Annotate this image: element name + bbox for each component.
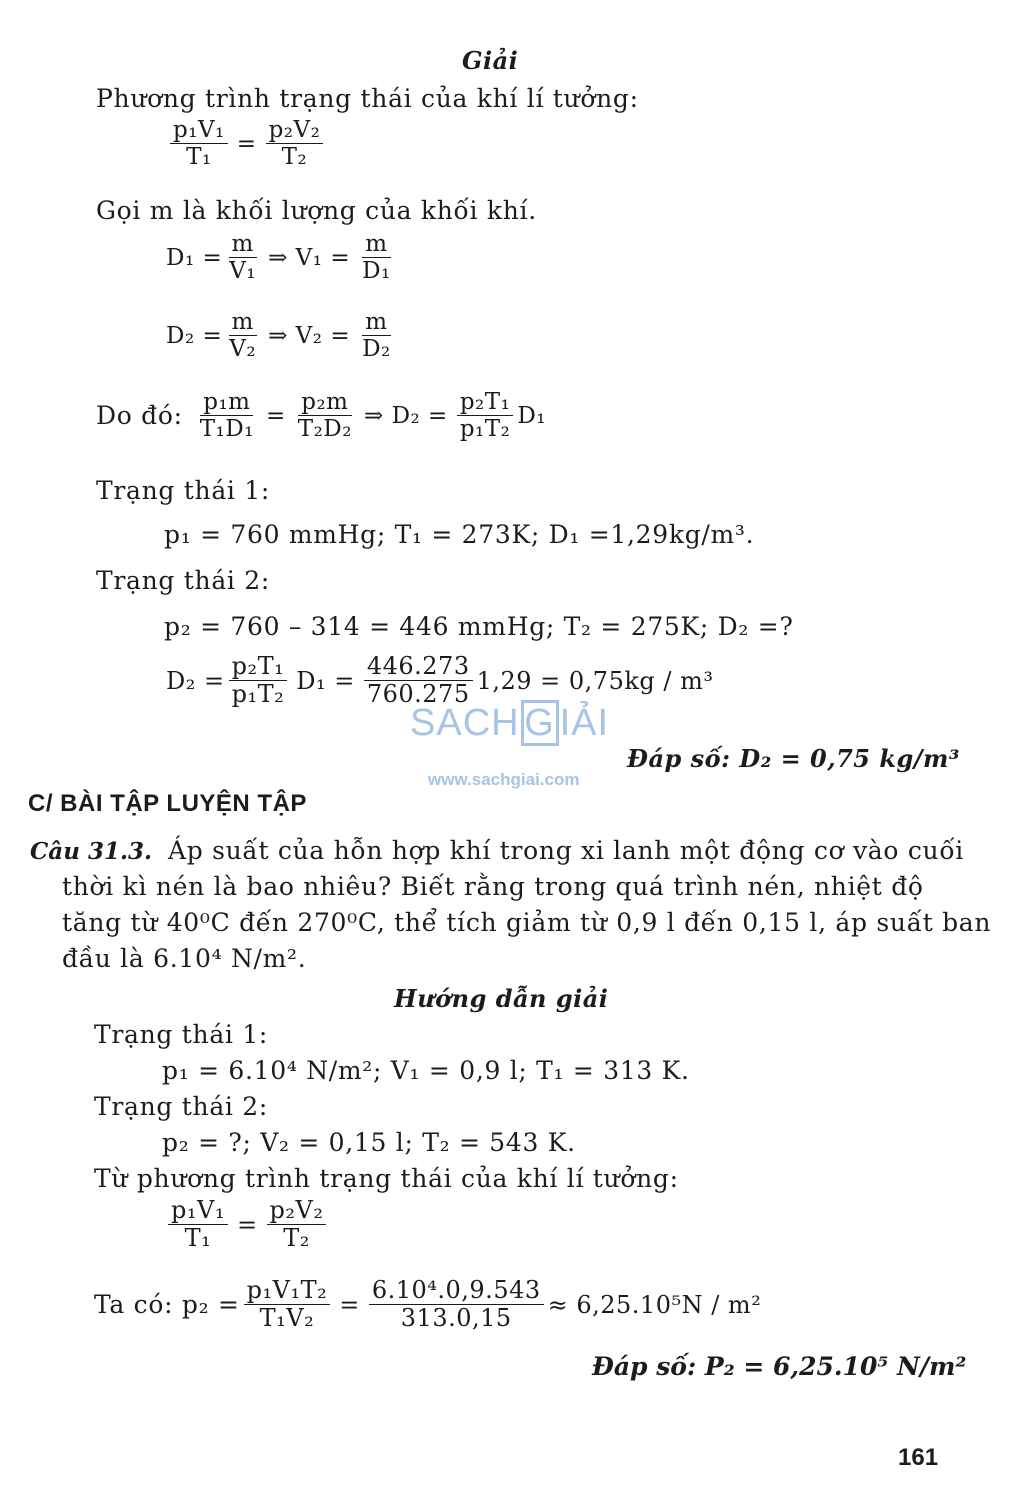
eq2-operator: =	[236, 1210, 258, 1239]
guide-state1-values: p₁ = 6.10⁴ N/m²; V₁ = 0,9 l; T₁ = 313 K.	[162, 1056, 690, 1085]
therefore-f1-numerator: p₁m	[200, 390, 253, 416]
question-line-4: đầu là 6.10⁴ N/m².	[62, 944, 307, 973]
guide-intro: Từ phương trình trạng thái của khí lí tưởng:	[94, 1164, 679, 1193]
state1-values: p₁ = 760 mmHg; T₁ = 273K; D₁ =1,29kg/m³.	[164, 520, 755, 549]
eq2-right-numerator: p₂V₂	[267, 1198, 327, 1225]
therefore-f3-numerator: p₂T₁	[457, 390, 514, 416]
eq1-operator: =	[236, 130, 257, 157]
state2-values: p₂ = 760 – 314 = 446 mmHg; T₂ = 275K; D₂ =?	[164, 612, 794, 641]
therefore-implies: ⇒ D₂ =	[363, 402, 448, 429]
d2-denominator: V₂	[229, 336, 257, 363]
d1-numerator: m	[229, 232, 257, 258]
calc1-tail: 1,29 = 0,75kg / m³	[476, 666, 714, 695]
calc2-v-denominator: 313.0,15	[400, 1304, 512, 1333]
calc2-f-numerator: p₁V₁T₂	[244, 1278, 331, 1305]
d2-numerator-2: m	[362, 310, 390, 336]
therefore-operator: =	[265, 402, 286, 429]
solution-title: Giải	[462, 46, 519, 75]
calc1-f-denominator: p₁T₂	[231, 680, 285, 709]
intro-line: Phương trình trạng thái của khí lí tưởng:	[96, 84, 639, 113]
guide-state2-values: p₂ = ?; V₂ = 0,15 l; T₂ = 543 K.	[162, 1128, 576, 1157]
eq1-right-denominator: T₂	[281, 144, 308, 171]
eq1-right-numerator: p₂V₂	[266, 118, 324, 144]
d1-implies: ⇒ V₁ =	[268, 244, 351, 271]
d1-lhs: D₁ =	[166, 244, 223, 271]
section-title: C/ BÀI TẬP LUYỆN TẬP	[28, 790, 307, 817]
d2-denominator-2: D₂	[362, 336, 391, 363]
ideal-gas-equation-2	[164, 1198, 330, 1251]
d2-implies: ⇒ V₂ =	[268, 322, 351, 349]
answer-2: Đáp số: P₂ = 6,25.10⁵ N/m²	[592, 1352, 967, 1381]
calc2-v-numerator: 6.10⁴.0,9.543	[369, 1278, 544, 1305]
d1-numerator-2: m	[362, 232, 390, 258]
watermark-left: SACH	[410, 702, 520, 744]
question-line-2: thời kì nén là bao nhiêu? Biết rằng trong quá trình nén, nhiệt độ	[62, 872, 924, 901]
pressure-calculation	[94, 1278, 761, 1331]
density-equation-1	[166, 232, 398, 283]
watermark-url: www.sachgiai.com	[428, 770, 580, 789]
d1-denominator: V₁	[229, 258, 257, 285]
therefore-equation	[96, 390, 546, 441]
calc2-operator: =	[339, 1290, 360, 1319]
density-equation-2	[166, 310, 398, 361]
calc2-lhs: Ta có: p₂ =	[94, 1290, 240, 1320]
guide-state2-label: Trạng thái 2:	[94, 1092, 269, 1121]
state2-label: Trạng thái 2:	[96, 566, 271, 595]
calc2-f-denominator: T₁V₂	[259, 1304, 315, 1333]
therefore-tail: D₁	[517, 402, 546, 429]
eq1-left-numerator: p₁V₁	[170, 118, 228, 144]
calc1-v-numerator: 446.273	[364, 654, 473, 681]
eq1-left-denominator: T₁	[186, 144, 212, 171]
ideal-gas-equation	[166, 118, 327, 169]
therefore-label: Do đó:	[96, 401, 183, 431]
therefore-f2-denominator: T₂D₂	[297, 416, 352, 443]
watermark-boxed: G	[521, 700, 559, 746]
calc1-mid: D₁ =	[296, 666, 355, 695]
calc2-tail: ≈ 6,25.10⁵N / m²	[547, 1290, 762, 1319]
calc1-lhs: D₂ =	[166, 666, 225, 695]
therefore-f3-denominator: p₁T₂	[459, 416, 511, 443]
therefore-f1-denominator: T₁D₁	[199, 416, 254, 443]
eq2-right-denominator: T₂	[283, 1224, 310, 1253]
therefore-f2-numerator: p₂m	[298, 390, 351, 416]
answer-1: Đáp số: D₂ = 0,75 kg/m³	[627, 744, 960, 773]
calc1-v-denominator: 760.275	[366, 680, 470, 709]
question-line-1: Áp suất của hỗn hợp khí trong xi lanh một động cơ vào cuối	[168, 836, 965, 865]
eq2-left-denominator: T₁	[184, 1224, 212, 1253]
eq2-left-numerator: p₁V₁	[168, 1198, 228, 1225]
question-label: Câu 31.3.	[30, 838, 152, 865]
guide-title: Hướng dẫn giải	[394, 984, 609, 1013]
question-line-3: tăng từ 40⁰C đến 270⁰C, thể tích giảm từ 0,9 l đến 0,15 l, áp suất ban	[62, 908, 992, 937]
d1-denominator-2: D₁	[362, 258, 391, 285]
guide-state1-label: Trạng thái 1:	[94, 1020, 269, 1049]
page-number: 161	[898, 1444, 939, 1471]
watermark-logo	[410, 700, 609, 746]
watermark-right: IẢI	[559, 702, 610, 744]
d2-numerator: m	[229, 310, 257, 336]
calc1-f-numerator: p₂T₁	[229, 654, 288, 681]
state1-label: Trạng thái 1:	[96, 476, 271, 505]
d2-lhs: D₂ =	[166, 322, 223, 349]
mass-line: Gọi m là khối lượng của khối khí.	[96, 196, 537, 225]
